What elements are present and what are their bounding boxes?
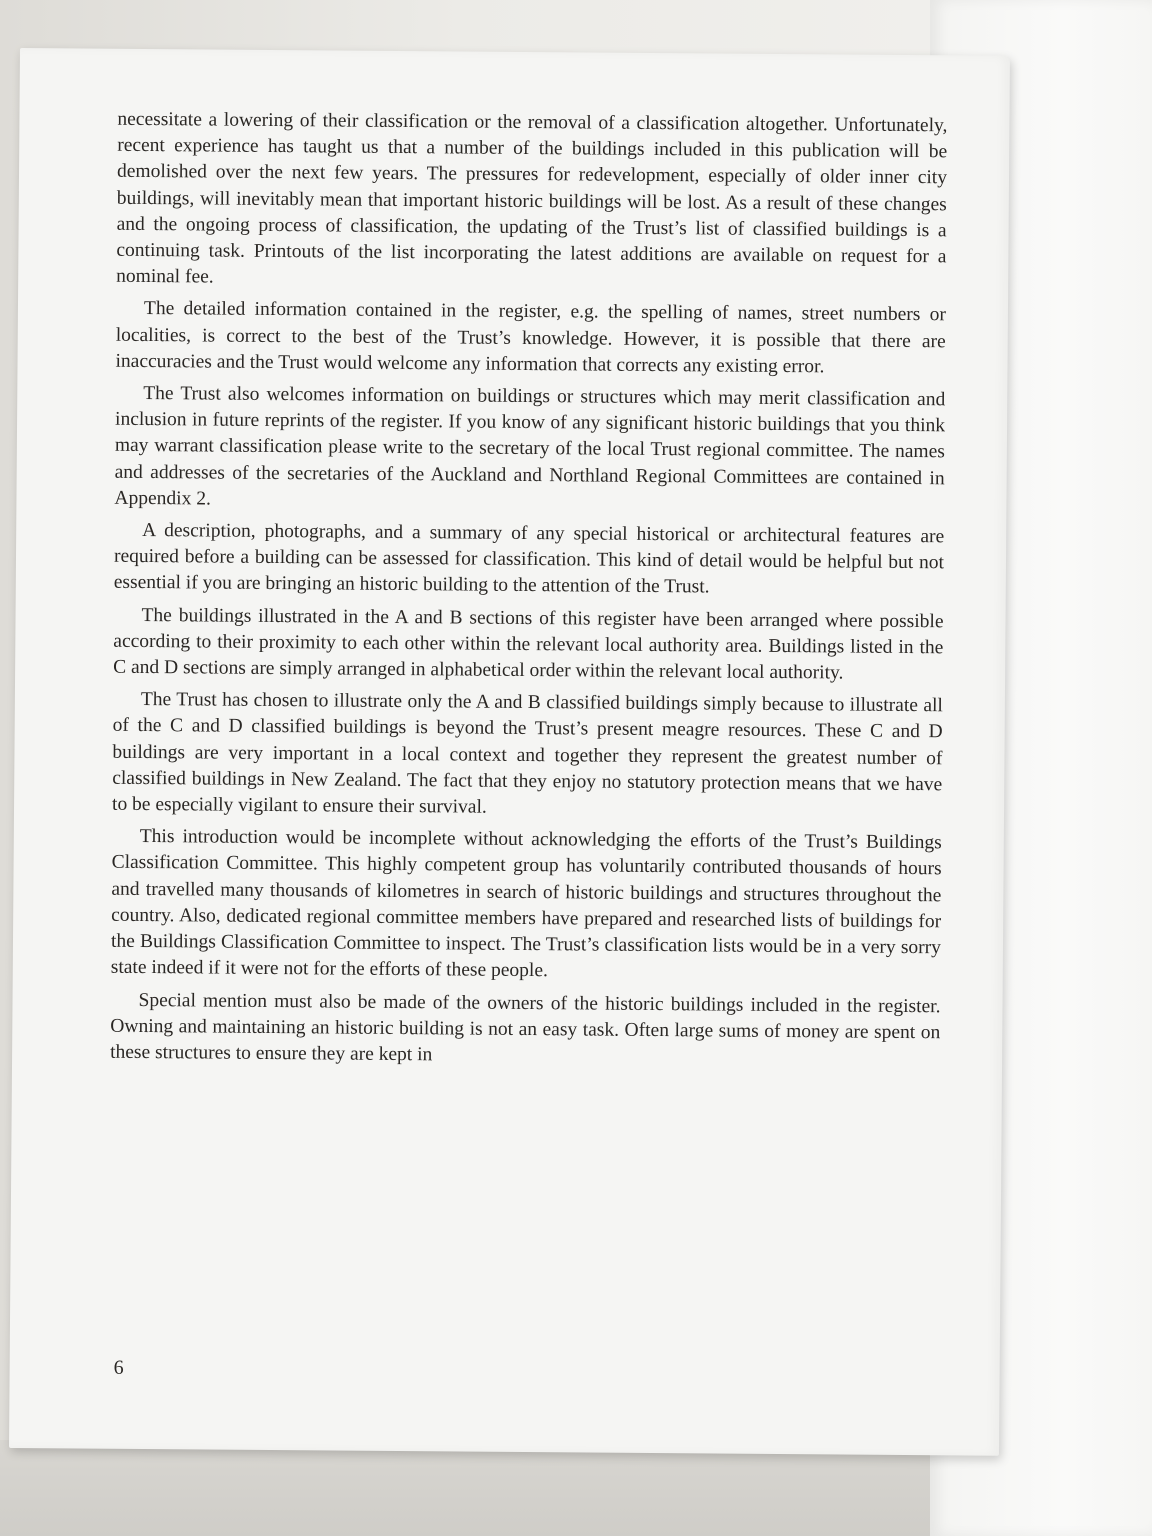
paragraph: The detailed information contained in the register, e.g. the spelling of names, street numbers or localities, is correct to the best of the Trust’s knowledge. However, it is possible that there are inaccuracies and the Trust would welcome any information that corrects any existing error. [115,298,947,378]
paragraph: The Trust has chosen to illustrate only the A and B classified buildings simply because to illustrate all of the C and D classified buildings is beyond the Trust’s present meagre resources. These C and D buildings are very important in a local context and together they represent the greatest number of classified buildings in New Zealand. The fact that they enjoy no statutory protection means that we have to be especially vigilant to ensure their survival. [111,689,943,818]
page-number: 6 [113,1356,124,1379]
body-text [110,107,948,1079]
paragraph: Special mention must also be made of the owners of the historic buildings included in the register. Owning and maintaining an historic building is not an easy task. Often large sums of money are spent on these structures to ensure they are kept in [110,989,941,1066]
paragraph: The Trust also welcomes information on buildings or structures which may merit classification and inclusion in future reprints of the register. If you know of any significant historic buildings that you think may warrant classification please write to the secretary of the local Trust regional committee. The names and addresses of the secretaries of the Auckland and Northland Regional Committees are contained in Appendix 2. [114,383,946,510]
paragraph: The buildings illustrated in the A and B sections of this register have been arranged where possible according to their proximity to each other within the relevant local authority area. Buildings listed in the C and D sections are simply arranged in alphabetical order within the relevant local authority. [113,604,944,684]
paragraph: necessitate a lowering of their classification or the removal of a classification altogether. Unfortunately, recent experience has taught us that a number of the buildings included in this publication will be demolished over the next few years. The pressures for redevelopment, especially of older inner city buildings, will inevitably mean that important historic buildings will be lost. As a result of these changes and the ongoing process of classification, the updating of the Trust’s list of classified buildings is a continuing task. Printouts of the list incorporating the latest additions are available on request for a nominal fee. [116,108,948,288]
book-page [9,48,1010,1456]
paragraph: This introduction would be incomplete without acknowledging the efforts of the Trust’s Buildings Classification Committee. This highly competent group has voluntarily contributed thousands of hours and travelled many thousands of kilometres in search of historic buildings and structures throughout the country. Also, dedicated regional committee members have prepared and researched lists of buildings for the Buildings Classification Committee to inspect. The Trust’s classification lists would be in a very sorry state indeed if it were not for the efforts of these people. [110,826,942,982]
paragraph: A description, photographs, and a summary of any special historical or architectural features are required before a building can be assessed for classification. This kind of detail would be helpful but not essential if you are bringing an historic building to the attention of the Trust. [113,520,945,598]
